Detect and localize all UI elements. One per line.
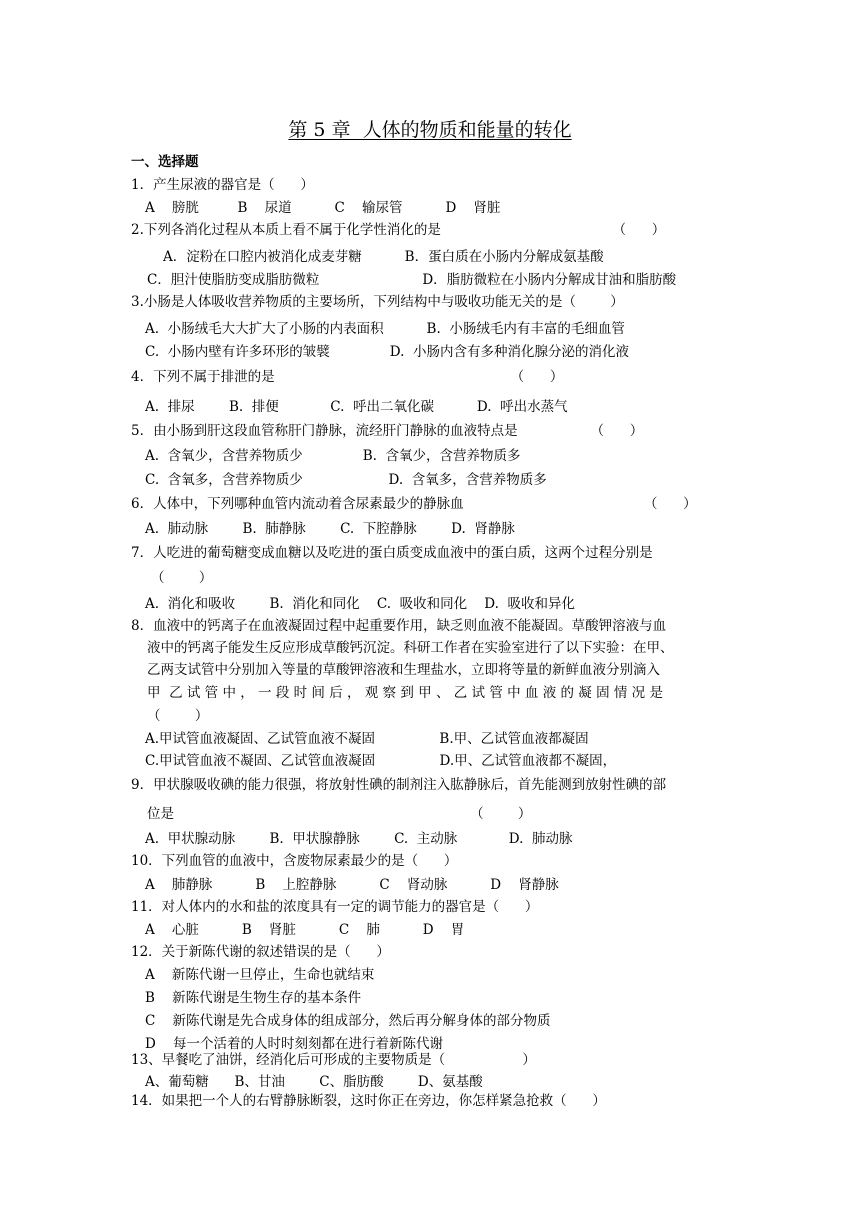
- question-12-option-b: B 新陈代谢是生物生存的基本条件: [145, 990, 362, 1006]
- question-5-options-ab: A. 含氧少，含营养物质少 B. 含氧少，含营养物质多: [145, 448, 521, 464]
- question-5-options-cd: C. 含氧多，含营养物质少 D. 含氧多，含营养物质多: [145, 472, 547, 488]
- question-8-options-ab: A.甲试管血液凝固、乙试管血液不凝固 B.甲、乙试管血液都凝固: [145, 731, 589, 747]
- question-1: 1．产生尿液的器官是（ ）: [131, 177, 314, 193]
- question-4: 4．下列不属于排泄的是 （ ）: [131, 369, 564, 385]
- question-6: 6．人体中，下列哪种血管内流动着含尿素最少的静脉血 （ ）: [131, 496, 697, 512]
- question-12: 12．关于新陈代谢的叙述错误的是（ ）: [131, 944, 390, 960]
- question-6-options: A. 肺动脉 B. 肺静脉 C. 下腔静脉 D. 肾静脉: [145, 521, 515, 537]
- question-12-option-d: D 每一个活着的人时时刻刻都在进行着新陈代谢: [145, 1036, 443, 1052]
- question-10: 10．下列血管的血液中，含废物尿素最少的是（ ）: [131, 853, 458, 869]
- question-2-options-ab: A．淀粉在口腔内被消化成麦芽糖 B．蛋白质在小肠内分解成氨基酸: [163, 249, 604, 265]
- question-12-option-a: A 新陈代谢一旦停止，生命也就结束: [145, 967, 375, 983]
- question-13-options: A、葡萄糖 B、甘油 C、脂肪酸 D、氨基酸: [145, 1074, 483, 1090]
- question-3: 3.小肠是人体吸收营养物质的主要场所，下列结构中与吸收功能无关的是（ ）: [131, 294, 624, 310]
- question-8-options-cd: C.甲试管血液不凝固、乙试管血液凝固 D.甲、乙试管血液都不凝固，: [145, 753, 617, 769]
- question-5: 5．由小肠到肝这段血管称肝门静脉，流经肝门静脉的血液特点是 （ ）: [131, 423, 644, 439]
- question-9-line-2: 位是 （ ）: [147, 806, 532, 822]
- question-13: 13、早餐吃了油饼，经消化后可形成的主要物质是（ ）: [131, 1052, 536, 1068]
- question-14: 14．如果把一个人的右臂静脉断裂，这时你正在旁边，你怎样紧急抢救（ ）: [131, 1093, 606, 1109]
- question-3-options-cd: C. 小肠内壁有许多环形的皱襞 D. 小肠内含有多种消化腺分泌的消化液: [145, 344, 630, 360]
- question-9-options: A. 甲状腺动脉 B. 甲状腺静脉 C. 主动脉 D. 肺动脉: [145, 831, 573, 847]
- question-8: 8．血液中的钙离子在血液凝固过程中起重要作用，缺乏则血液不能凝固。草酸钾溶液与血: [131, 618, 667, 634]
- question-7-blank: （ ）: [151, 570, 213, 586]
- question-3-options-ab: A. 小肠绒毛大大扩大了小肠的内表面积 B. 小肠绒毛内有丰富的毛细血管: [145, 321, 625, 337]
- question-8-line-2: 液中的钙离子能发生反应形成草酸钙沉淀。科研工作者在实验室进行了以下实验：在甲、: [147, 640, 674, 656]
- question-7: 7．人吃进的葡萄糖变成血糖以及吃进的蛋白质变成血液中的蛋白质，这两个过程分别是: [131, 545, 653, 561]
- question-11: 11．对人体内的水和盐的浓度具有一定的调节能力的器官是（ ）: [131, 899, 539, 915]
- question-9: 9．甲状腺吸收碘的能力很强，将放射性碘的制剂注入肱静脉后，首先能测到放射性碘的部: [131, 777, 667, 793]
- question-11-options: A 心脏 B 肾脏 C 肺 D 胃: [145, 922, 465, 938]
- question-4-options: A. 排尿 B. 排便 C. 呼出二氧化碳 D. 呼出水蒸气: [145, 399, 568, 415]
- question-1-options: A 膀胱 B 尿道 C 输尿管 D 肾脏: [145, 200, 501, 216]
- question-12-option-c: C 新陈代谢是先合成身体的组成部分，然后再分解身体的部分物质: [145, 1013, 551, 1029]
- question-8-blank: （ ）: [147, 708, 209, 724]
- question-10-options: A 肺静脉 B 上腔静脉 C 肾动脉 D 肾静脉: [145, 877, 559, 893]
- section-heading: 一、选择题: [131, 154, 199, 170]
- question-8-line-3: 乙两支试管中分别加入等量的草酸钾溶液和生理盐水，立即将等量的新鲜血液分别滴入: [147, 662, 660, 678]
- question-2: 2.下列各消化过程从本质上看不属于化学性消化的是 （ ）: [131, 222, 666, 238]
- question-7-options: A. 消化和吸收 B. 消化和同化 C. 吸收和同化 D. 吸收和异化: [145, 596, 576, 612]
- question-8-line-4: 甲 乙 试 管 中 ， 一 段 时 间 后 ， 观 察 到 甲 、 乙 试 管 中 血 液 的 凝 固 情 况 是: [147, 685, 663, 701]
- page-title: 第 5 章 人体的物质和能量的转化: [288, 119, 572, 141]
- question-2-options-cd: C．胆汁使脂肪变成脂肪微粒 D．脂肪微粒在小肠内分解成甘油和脂肪酸: [147, 272, 677, 288]
